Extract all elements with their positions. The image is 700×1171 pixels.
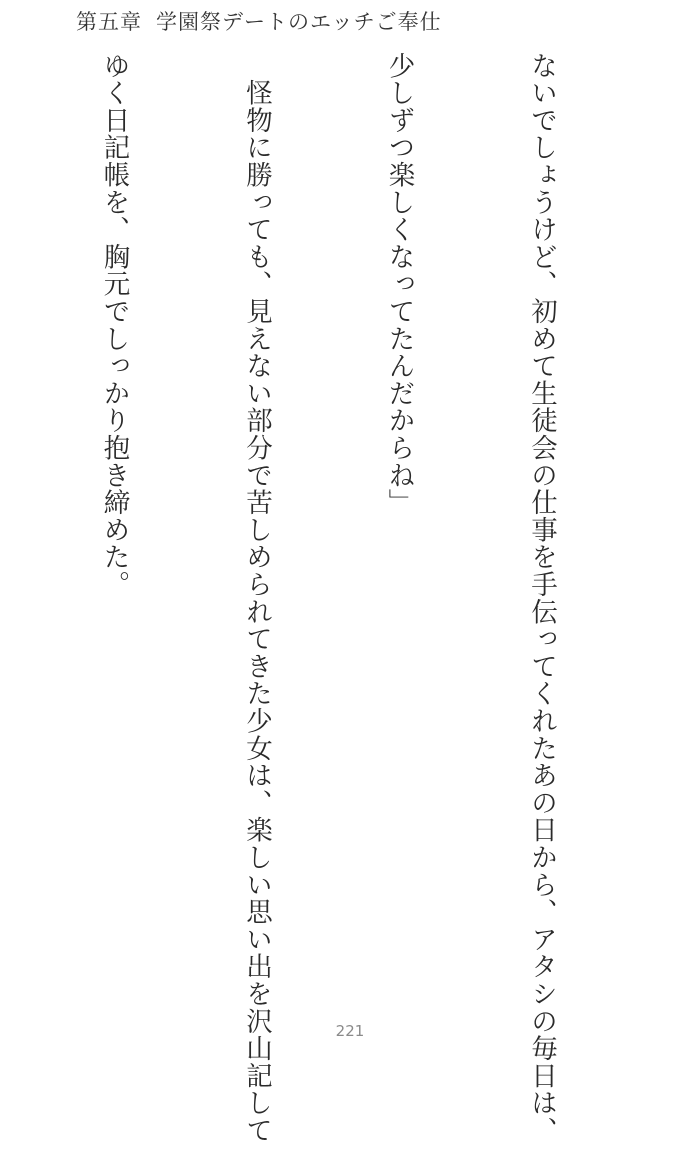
text-line: ないでしょうけど、初めて生徒会の仕事を手伝ってくれたあの日から、アタシの毎日は、: [526, 52, 557, 1144]
chapter-title: 学園祭デートのエッチご奉仕: [156, 10, 442, 34]
text-line: ゆく日記帳を、胸元でしっかり抱き締めた。: [98, 52, 130, 598]
chapter-number: 第五章: [76, 10, 142, 34]
text-line: 少しずつ楽しくなってたんだからね」: [383, 52, 415, 517]
page-number: 221: [335, 1022, 365, 1040]
text-line: 怪物に勝っても、見えない部分で苦しめられてきた少女は、楽しい思い出を沢山記して: [241, 52, 272, 1144]
running-header: [76, 6, 442, 36]
